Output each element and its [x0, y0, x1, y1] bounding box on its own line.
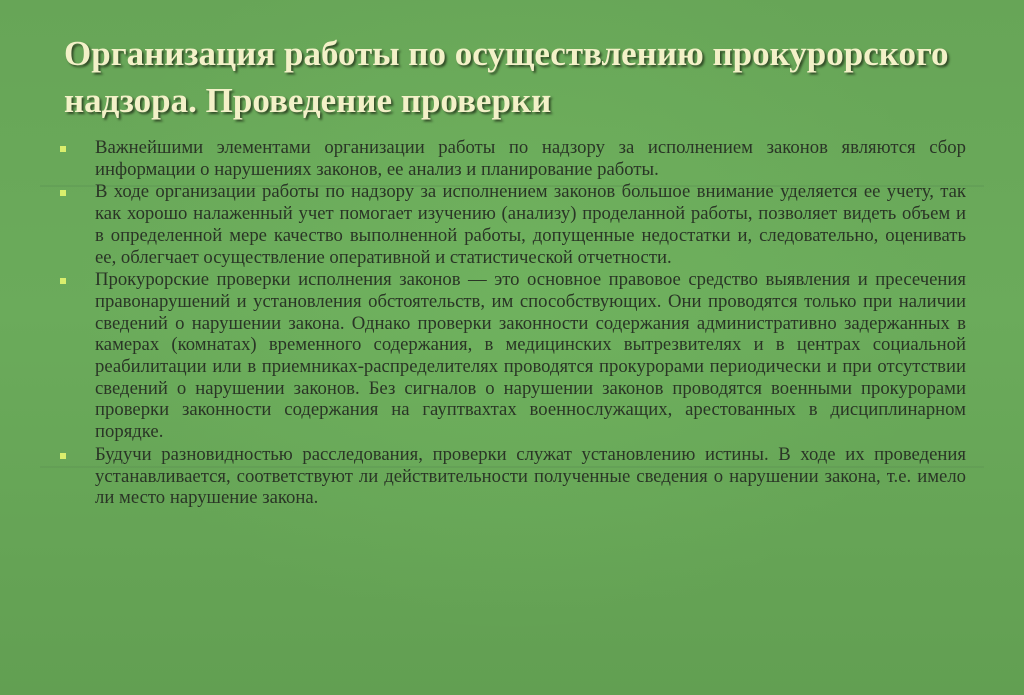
bullet-text: В ходе организации работы по надзору за исполнением законов большое внимание уделяется ее учету, так как хорошо налаженный учет помогает изучению (анализу) проделанной работы, позволяет видеть объем и в определенной мере качество выполненной работы, допущенные недостатки и, следовательно, оценивать ее, облегчает осуществление оперативной и статистической отчетности. — [95, 181, 966, 268]
bullet-text: Важнейшими элементами организации работы по надзору за исполнением законов являются сбор информации о нарушениях законов, ее анализ и планирование работы. — [95, 137, 966, 180]
bullet-text: Будучи разновидностью расследования, проверки служат установлению истины. В ходе их проведения устанавливается, соответствуют ли действительности полученные сведения о нарушении закона, т.е. имело ли место нарушение закона. — [95, 443, 966, 509]
square-bullet-icon — [60, 453, 66, 459]
square-bullet-icon — [60, 278, 66, 284]
list-item — [60, 137, 966, 180]
slide-title: Организация работы по осуществлению прокурорского надзора. Проведение проверки — [64, 34, 949, 120]
list-item — [60, 181, 966, 268]
bullet-text: Прокурорские проверки исполнения законов — это основное правовое средство выявления и пресечения правонарушений и установления обстоятельств, им способствующих. Они проводятся только при наличии сведений о нарушении закона. Однако проверки законности содержания административно задержанных в камерах (комнатах) временного содержания, в медицинских вытрезвителях и в центрах социальной реабилитации или в приемниках-распределителях проводятся прокурорами периодически и при отсутствии сведений о нарушении законов. Без сигналов о нарушении законов проводятся военными прокурорами проверки законности содержания на гауптвахтах военнослужащих, арестованных в дисциплинарном порядке. — [95, 269, 966, 443]
bullet-list — [60, 137, 966, 510]
square-bullet-icon — [60, 190, 66, 196]
list-item — [60, 444, 966, 509]
list-item — [60, 269, 966, 443]
square-bullet-icon — [60, 146, 66, 152]
